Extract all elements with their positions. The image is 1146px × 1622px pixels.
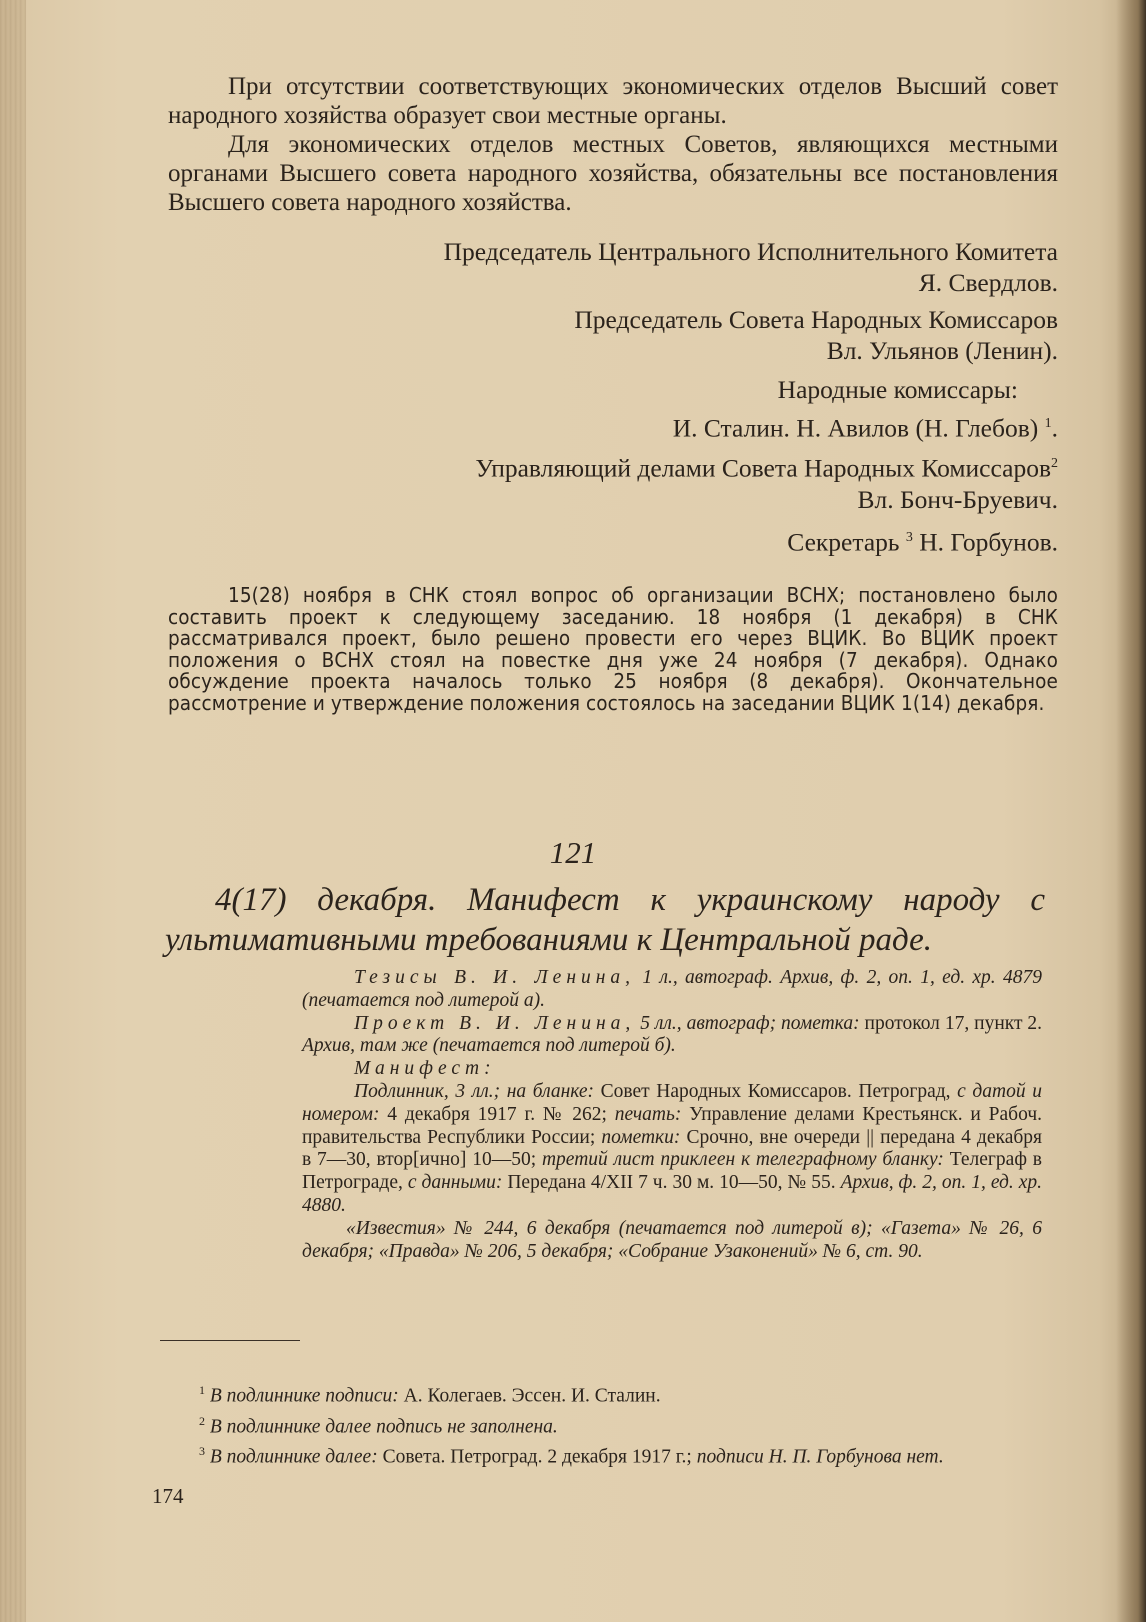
signature-4-name: Вл. Бонч-Бруевич. <box>857 484 1058 514</box>
body-paragraph-2: Для экономических отделов местных Советов, являющихся местными органами Высшего совета народного хозяйства, обязательны все постановления Высшего совета народного хозяйства. <box>168 131 1058 216</box>
archive-item-4-p5: Телеграф в Петрограде, <box>302 1149 1042 1194</box>
footnote-mark-2: 2 <box>1051 456 1058 471</box>
signature-4-title: Управляющий делами Совета Народных Комиссаров <box>475 453 1051 483</box>
signature-2-name: Вл. Ульянов (Ленин). <box>826 336 1058 365</box>
archive-item-4-i5: третий лист приклеен к телеграфному бланку: <box>541 1149 944 1171</box>
archive-item-1 <box>302 967 1042 1013</box>
archive-item-2-plain: протокол 17, пункт 2. <box>864 1012 1043 1034</box>
archive-item-4-p2: 4 декабря 1917 г. № 262; <box>387 1103 607 1125</box>
footnotes <box>155 1378 1040 1470</box>
signature-5 <box>787 522 1058 558</box>
archive-item-4-p3: Управление делами Крестьянск. и Рабоч. правительства Республики России; <box>302 1103 1043 1148</box>
archive-item-4-i1: Подлинник, 3 лл.; на бланке: <box>354 1080 595 1102</box>
footnote-mark-1: 1 <box>1044 416 1052 431</box>
page-number: 174 <box>152 1484 184 1508</box>
page-right-edge <box>1116 0 1146 1622</box>
archive-item-1-label: Тезисы В. И. Ленина, <box>354 967 636 988</box>
archive-item-2-end: Архив, там же (печатается под литерой б). <box>302 1035 676 1057</box>
archive-item-4-p1: Совет Народных Комиссаров. Петроград, <box>600 1080 951 1102</box>
footnote-3-text: Совета. Петроград. 2 декабря 1917 г.; <box>382 1446 692 1468</box>
editorial-note <box>168 585 1058 714</box>
archive-item-4-p4: Срочно, вне очереди || передана 4 декабря в 7—30, втор[ично] 10—50; <box>302 1126 1042 1171</box>
signature-1-name: Я. Свердлов. <box>918 268 1058 297</box>
archive-sources <box>302 967 1042 1263</box>
archive-item-1-text: 1 л., автограф. Архив, ф. 2, оп. 1, ед. хр. 4879 (печатается под литерой а). <box>302 967 1042 1011</box>
body-paragraphs <box>168 72 1058 217</box>
archive-item-4-i2: с датой и номером: <box>302 1080 1042 1125</box>
signature-2 <box>574 304 1058 366</box>
footnote-1 <box>155 1378 1040 1409</box>
footnote-2-mark: 2 <box>199 1413 205 1428</box>
signature-3-names: И. Сталин. Н. Авилов (Н. Глебов) $^1$. <box>672 413 1058 443</box>
footnote-2 <box>155 1409 1040 1440</box>
signature-3-title: Народные комиссары: <box>777 375 1018 404</box>
archive-item-4-p6: Передана 4/XII 7 ч. 30 м. 10—50, № 55. <box>507 1172 836 1194</box>
footnote-mark-3: 3 <box>905 530 913 545</box>
archive-item-2 <box>302 1013 1042 1059</box>
footnote-divider <box>160 1340 300 1341</box>
signature-3-name: И. Сталин. Н. Авилов (Н. Глебов) <box>672 413 1039 443</box>
signature-3 <box>778 374 1018 405</box>
archive-item-2-label: Проект В. И. Ленина, <box>354 1012 636 1034</box>
footnote-3-italic: В подлиннике далее: <box>209 1446 378 1468</box>
footnote-1-text: А. Колегаев. Эссен. И. Сталин. <box>403 1385 661 1407</box>
footnote-1-italic: В подлиннике подписи: <box>209 1385 399 1407</box>
signature-5-name: Н. Горбунов. <box>919 527 1058 557</box>
signature-1 <box>444 236 1058 298</box>
archive-item-5-text: «Известия» № 244, 6 декабря (печатается под литерой в); «Газета» № 26, 6 декабря; «Правда» № 206, 5 декабря; «Собрание Узаконений» № 6, ст. 90. <box>302 1217 1042 1262</box>
book-spine-edge <box>0 0 26 1622</box>
archive-item-4-i7: Архив, ф. 2, оп. 1, ед. хр. 4880. <box>302 1172 1042 1216</box>
signature-1-title: Председатель Центрального Исполнительного Комитета <box>443 237 1058 266</box>
signature-2-title: Председатель Совета Народных Комиссаров <box>574 305 1058 334</box>
signature-5-title: Секретарь <box>787 527 900 557</box>
archive-item-3 <box>302 1058 1042 1081</box>
footnote-3-italic-2: подписи Н. П. Горбунова нет. <box>696 1446 944 1468</box>
footnote-1-mark: 1 <box>199 1383 205 1397</box>
archive-item-3-label: Манифест: <box>354 1058 496 1080</box>
archive-item-4-i3: печать: <box>614 1103 682 1125</box>
footnote-2-italic: В подлиннике далее подпись не заполнена. <box>209 1416 558 1437</box>
archive-item-2-text: 5 лл., автограф; пометка: <box>640 1012 860 1034</box>
body-paragraph-1: При отсутствии соответствующих экономических отделов Высший совет народного хозяйства образует свои местные органы. <box>168 73 1058 129</box>
editorial-note-text: 15(28) ноября в СНК стоял вопрос об организации ВСНХ; постановлено было составить проект к следующему заседанию. 18 ноября (1 декабря) в СНК рассматривался проект, было решено провести его через ВЦИК. Во ВЦИК проект положения о ВСНХ стоял на повестке дня уже 24 ноября (7 декабря). Однако обсуждение проекта началось только 25 ноября (8 декабря). Окончательное рассмотрение и утверждение положения состоялось на заседании ВЦИК 1(14) декабря. <box>168 583 1058 715</box>
archive-item-4-i6: с данными: <box>407 1172 503 1194</box>
archive-item-4 <box>302 1081 1042 1218</box>
footnote-3 <box>155 1439 1040 1470</box>
archive-item-4-i4: пометки: <box>601 1126 681 1148</box>
footnote-3-mark: 3 <box>199 1444 205 1458</box>
document-title-text: 4(17) декабря. Манифест к украинскому народу с ультимативными требованиями к Центральной раде. <box>165 882 1045 958</box>
document-title <box>165 880 1045 960</box>
document-number: 121 <box>549 835 597 870</box>
archive-item-5 <box>302 1218 1042 1264</box>
signature-4 <box>475 448 1058 515</box>
